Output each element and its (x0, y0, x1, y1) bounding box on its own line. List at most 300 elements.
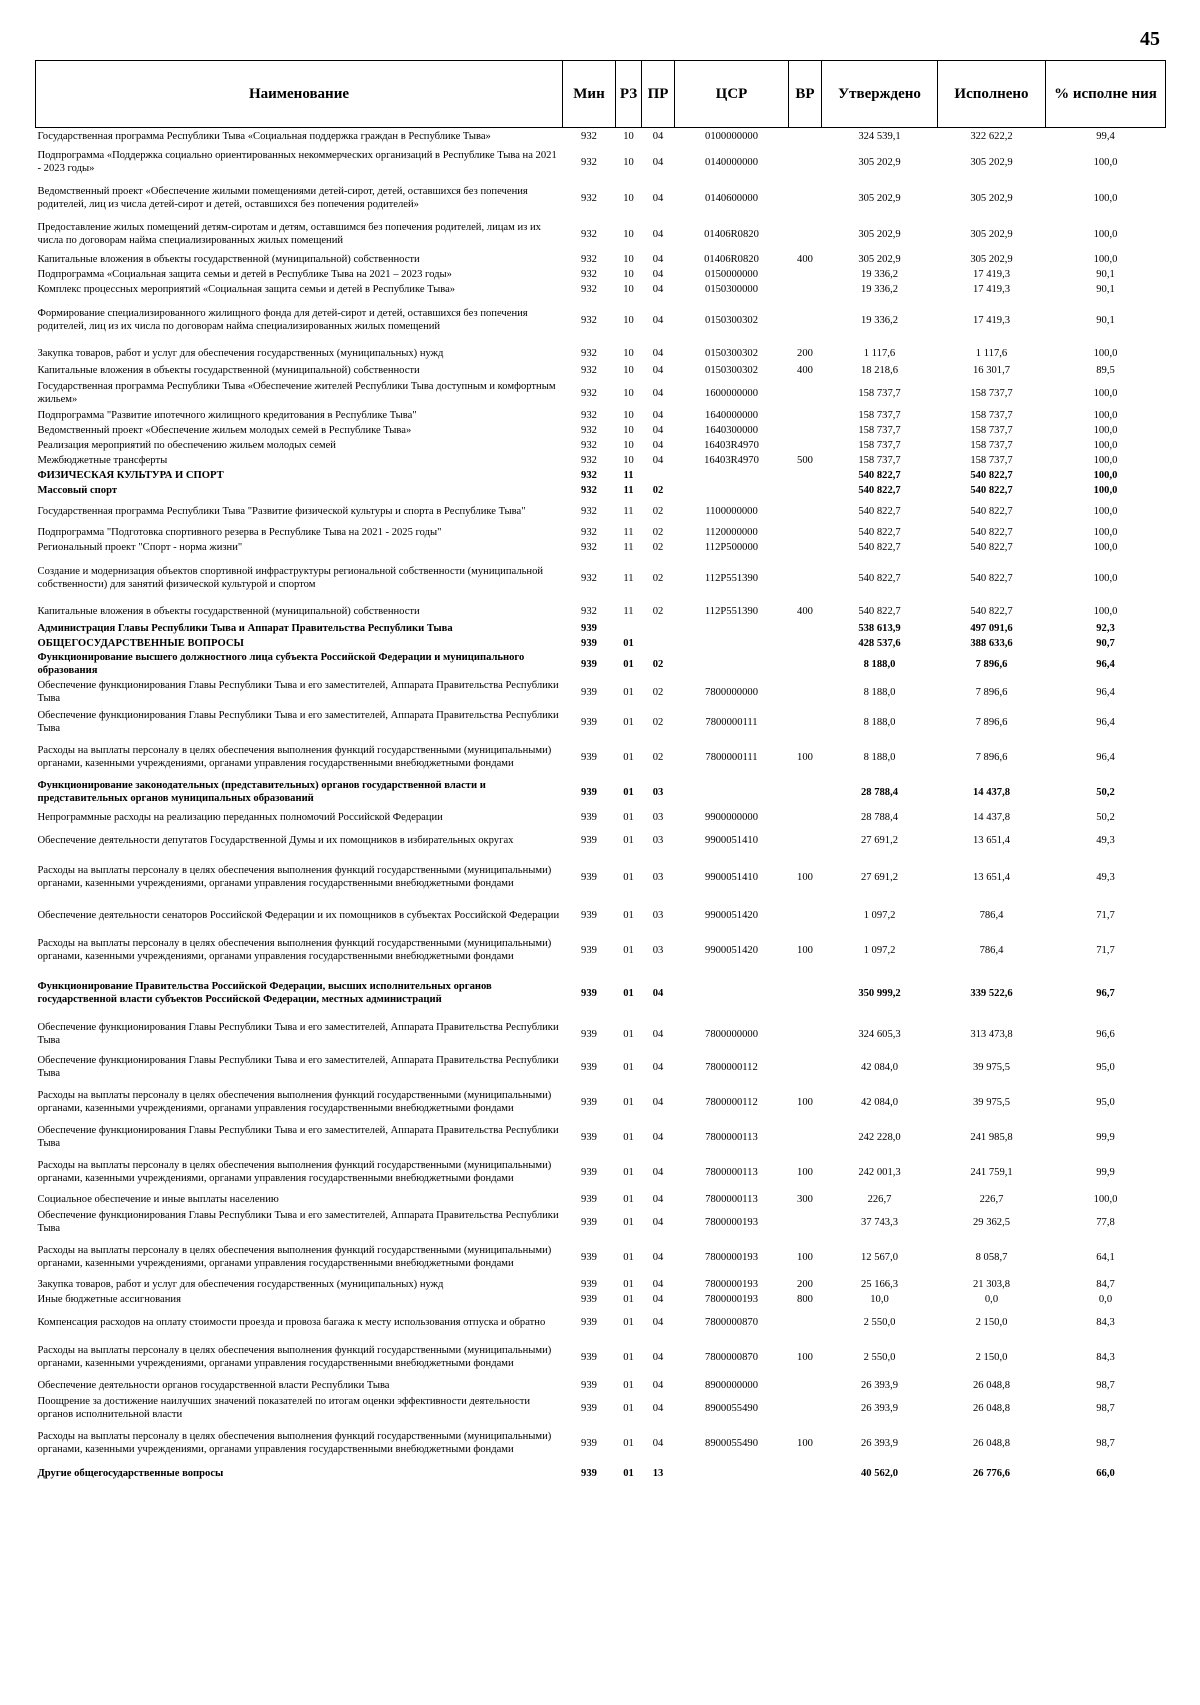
cell-pr: 02 (652, 751, 664, 763)
cell-rz: 01 (623, 944, 634, 956)
cell-rz: 10 (623, 254, 634, 265)
cell-executed: 1 117,6 (975, 347, 1008, 359)
cell-pr: 04 (652, 425, 664, 436)
cell-min: 939 (581, 1294, 597, 1305)
cell-min: 939 (581, 751, 597, 763)
cell-rz: 10 (623, 269, 634, 280)
cell-executed: 29 362,5 (972, 1216, 1011, 1228)
cell-approved: 40 562,0 (860, 1467, 899, 1479)
cell-csr: 0150300302 (705, 347, 758, 359)
cell-min: 932 (581, 485, 597, 496)
cell-csr: 112P500000 (704, 542, 759, 553)
cell-csr (675, 970, 789, 1016)
cell-name: ОБЩЕГОСУДАРСТВЕННЫЕ ВОПРОСЫ (37, 638, 244, 649)
cell-csr: 7800000870 (705, 1316, 758, 1328)
cell-min: 939 (581, 1061, 597, 1073)
cell-rz: 01 (623, 871, 634, 883)
table-row (36, 1207, 1166, 1237)
cell-min: 939 (581, 638, 597, 649)
cell-executed: 305 202,9 (970, 228, 1013, 240)
cell-csr: 01406R0820 (704, 228, 759, 240)
cell-vr (789, 970, 822, 1016)
cell-executed: 26 776,6 (972, 1467, 1011, 1479)
cell-csr: 1600000000 (705, 387, 758, 399)
cell-vr (789, 707, 822, 737)
cell-approved: 242 001,3 (858, 1166, 901, 1178)
header-approved: Утверждено (822, 61, 938, 128)
cell-percent: 96,6 (1096, 1028, 1115, 1040)
table-row (36, 621, 1166, 636)
cell-vr (789, 297, 822, 343)
cell-approved: 538 613,9 (858, 623, 901, 634)
cell-rz: 01 (623, 658, 634, 670)
cell-csr: 9900051410 (705, 835, 758, 846)
cell-executed: 39 975,5 (972, 1096, 1011, 1108)
cell-vr (789, 1463, 822, 1483)
cell-rz: 01 (623, 1194, 634, 1205)
cell-min: 932 (581, 605, 597, 617)
cell-name: Региональный проект "Спорт - норма жизни" (37, 542, 243, 553)
cell-name: Подпрограмма "Подготовка спортивного резерва в Республике Тыва на 2021 - 2025 годы" (37, 527, 442, 538)
cell-csr: 7800000000 (705, 686, 758, 698)
table-header-row (36, 61, 1166, 128)
cell-pr: 04 (652, 1437, 664, 1449)
cell-pr: 04 (652, 1251, 664, 1263)
cell-approved: 25 166,3 (860, 1279, 899, 1290)
cell-csr: 7800000193 (705, 1251, 758, 1263)
cell-approved: 10,0 (870, 1294, 889, 1305)
cell-csr (675, 651, 789, 677)
cell-executed: 540 822,7 (970, 485, 1013, 496)
cell-pr: 04 (652, 440, 664, 451)
cell-min: 939 (581, 1279, 597, 1290)
table-row (36, 343, 1166, 363)
cell-executed: 158 737,7 (970, 440, 1013, 451)
cell-name: Ведомственный проект «Обеспечение жильем молодых семей в Республике Тыва» (37, 425, 412, 436)
cell-csr: 16403R4970 (704, 440, 759, 451)
header-rz: РЗ (616, 61, 642, 128)
cell-rz: 10 (623, 228, 634, 240)
cell-name: Обеспечение функционирования Главы Республики Тыва и его заместителей, Аппарата Правительства Республики Тыва (37, 1125, 559, 1149)
cell-vr (789, 423, 822, 438)
cell-percent: 100,0 (1093, 605, 1118, 617)
cell-csr: 8900000000 (705, 1379, 758, 1391)
cell-rz: 10 (623, 455, 634, 466)
header-executed: Исполнено (938, 61, 1046, 128)
cell-approved: 324 605,3 (858, 1028, 901, 1040)
cell-name: Расходы на выплаты персоналу в целях обеспечения выполнения функций государственными (муниципальными) органами, казенными учреждениями, органами управления государственными внебюджетными фондами (37, 1090, 552, 1114)
cell-percent: 99,9 (1096, 1131, 1115, 1143)
cell-csr: 0150300000 (705, 284, 758, 295)
cell-pr: 04 (652, 1294, 664, 1305)
cell-name: Расходы на выплаты персоналу в целях обеспечения выполнения функций государственными (муниципальными) органами, казенными учреждениями, органами управления государственными внебюджетными фондами (37, 1245, 552, 1269)
cell-rz: 10 (623, 347, 634, 359)
table-row (36, 707, 1166, 737)
cell-name: Расходы на выплаты персоналу в целях обеспечения выполнения функций государственными (муниципальными) органами, казенными учреждениями, органами управления государственными внебюджетными фондами (37, 938, 552, 962)
cell-executed: 7 896,6 (975, 751, 1008, 763)
cell-executed: 241 985,8 (970, 1131, 1013, 1143)
cell-pr: 04 (652, 156, 664, 168)
cell-min: 939 (581, 1402, 597, 1414)
cell-approved: 12 567,0 (860, 1251, 899, 1263)
cell-pr: 04 (652, 987, 664, 999)
cell-min: 932 (581, 542, 597, 553)
cell-approved: 27 691,2 (860, 871, 899, 883)
cell-approved: 540 822,7 (858, 506, 901, 517)
cell-percent: 99,4 (1096, 130, 1115, 142)
cell-csr (675, 621, 789, 636)
table-row (36, 1052, 1166, 1082)
cell-executed: 388 633,6 (970, 638, 1013, 649)
cell-pr: 04 (652, 347, 664, 359)
cell-vr (789, 636, 822, 651)
cell-name: Иные бюджетные ассигнования (37, 1294, 181, 1305)
cell-pr: 03 (652, 871, 664, 883)
cell-csr: 8900055490 (705, 1437, 758, 1449)
table-row (36, 525, 1166, 540)
cell-min: 932 (581, 440, 597, 451)
cell-vr (789, 468, 822, 483)
cell-rz: 11 (623, 605, 634, 617)
table-row (36, 970, 1166, 1016)
cell-executed: 14 437,8 (972, 786, 1011, 798)
cell-approved: 1 097,2 (863, 909, 896, 921)
cell-vr (789, 498, 822, 525)
cell-pr: 02 (652, 572, 664, 584)
cell-rz: 01 (623, 786, 634, 798)
cell-min: 939 (581, 1351, 597, 1363)
cell-approved: 19 336,2 (860, 284, 899, 295)
cell-csr: 1640000000 (705, 410, 758, 421)
cell-approved: 540 822,7 (858, 527, 901, 538)
table-row (36, 180, 1166, 216)
cell-csr: 112P551390 (704, 572, 759, 584)
cell-pr: 04 (652, 269, 664, 280)
cell-name: Обеспечение функционирования Главы Республики Тыва и его заместителей, Аппарата Правительства Республики Тыва (37, 710, 559, 734)
cell-rz: 11 (623, 527, 634, 538)
cell-csr: 7800000113 (705, 1194, 758, 1205)
cell-rz: 10 (623, 284, 634, 295)
cell-percent: 96,4 (1096, 716, 1115, 728)
cell-csr: 112P551390 (704, 605, 759, 617)
table-row (36, 378, 1166, 408)
cell-executed: 786,4 (979, 944, 1004, 956)
cell-percent: 92,3 (1096, 623, 1115, 634)
cell-pr: 04 (652, 130, 664, 142)
table-row (36, 601, 1166, 621)
cell-name: Межбюджетные трансферты (37, 455, 168, 466)
cell-executed: 540 822,7 (970, 470, 1013, 481)
cell-vr: 400 (797, 605, 813, 617)
cell-name: Обеспечение деятельности органов государственной власти Республики Тыва (37, 1379, 390, 1391)
cell-pr: 04 (652, 365, 664, 376)
cell-approved: 540 822,7 (858, 572, 901, 584)
cell-approved: 540 822,7 (858, 470, 901, 481)
cell-rz: 01 (623, 751, 634, 763)
cell-executed: 13 651,4 (972, 871, 1011, 883)
cell-name: Государственная программа Республики Тыва «Социальная поддержка граждан в Республике Тыва» (37, 130, 491, 142)
table-row (36, 282, 1166, 297)
cell-percent: 100,0 (1093, 156, 1118, 168)
cell-vr (789, 282, 822, 297)
cell-approved: 28 788,4 (860, 786, 899, 798)
cell-min: 939 (581, 1379, 597, 1391)
cell-vr (789, 1377, 822, 1393)
cell-executed: 305 202,9 (970, 156, 1013, 168)
cell-min: 932 (581, 365, 597, 376)
cell-vr (789, 540, 822, 555)
cell-min: 932 (581, 156, 597, 168)
cell-rz: 01 (623, 1351, 634, 1363)
cell-vr: 100 (797, 871, 813, 883)
cell-name: Капитальные вложения в объекты государственной (муниципальной) собственности (37, 254, 420, 265)
cell-vr: 800 (797, 1294, 813, 1305)
table-row (36, 252, 1166, 267)
cell-executed: 39 975,5 (972, 1061, 1011, 1073)
cell-pr (642, 636, 675, 651)
cell-percent: 95,0 (1096, 1061, 1115, 1073)
table-row (36, 1393, 1166, 1423)
cell-rz: 01 (623, 1402, 634, 1414)
cell-name: Социальное обеспечение и иные выплаты населению (37, 1194, 279, 1205)
cell-pr: 04 (652, 387, 664, 399)
cell-name: Расходы на выплаты персоналу в целях обеспечения выполнения функций государственными (муниципальными) органами, казенными учреждениями, органами управления государственными внебюджетными фондами (37, 1160, 552, 1184)
cell-percent: 0,0 (1098, 1294, 1113, 1305)
cell-percent: 100,0 (1093, 410, 1118, 421)
cell-csr: 0100000000 (705, 130, 758, 142)
table-row (36, 807, 1166, 827)
cell-percent: 77,8 (1096, 1216, 1115, 1228)
cell-approved: 540 822,7 (858, 605, 901, 617)
cell-executed: 26 048,8 (972, 1402, 1011, 1414)
cell-min: 939 (581, 686, 597, 698)
cell-percent: 100,0 (1093, 455, 1118, 466)
cell-min: 939 (581, 658, 597, 670)
table-row (36, 216, 1166, 252)
table-row (36, 1082, 1166, 1122)
cell-approved: 42 084,0 (860, 1096, 899, 1108)
cell-pr: 03 (652, 835, 664, 846)
table-row (36, 827, 1166, 854)
cell-pr: 04 (652, 455, 664, 466)
table-row (36, 1377, 1166, 1393)
cell-pr: 03 (652, 944, 664, 956)
cell-min: 932 (581, 130, 597, 142)
cell-name: Закупка товаров, работ и услуг для обеспечения государственных (муниципальных) нужд (37, 347, 444, 359)
cell-percent: 64,1 (1096, 1251, 1115, 1263)
cell-approved: 158 737,7 (858, 387, 901, 399)
cell-rz: 01 (623, 638, 634, 649)
cell-percent: 100,0 (1093, 506, 1118, 517)
cell-rz: 01 (623, 987, 634, 999)
cell-approved: 305 202,9 (858, 192, 901, 204)
cell-csr (675, 468, 789, 483)
cell-vr: 100 (797, 751, 813, 763)
table-row (36, 144, 1166, 180)
cell-vr (789, 267, 822, 282)
cell-name: Обеспечение деятельности сенаторов Российской Федерации и их помощников в субъектах Российской Федерации (37, 909, 560, 921)
cell-name: Поощрение за достижение наилучших значений показателей по итогам оценки эффективности деятельности органов исполнительной власти (37, 1396, 531, 1420)
cell-approved: 8 188,0 (863, 751, 896, 763)
cell-min: 939 (581, 786, 597, 798)
cell-rz: 10 (623, 410, 634, 421)
cell-min: 932 (581, 425, 597, 436)
cell-pr: 04 (652, 254, 664, 265)
cell-executed: 305 202,9 (970, 192, 1013, 204)
cell-percent: 95,0 (1096, 1096, 1115, 1108)
cell-name: Непрограммные расходы на реализацию переданных полномочий Российской Федерации (37, 811, 443, 823)
cell-executed: 26 048,8 (972, 1379, 1011, 1391)
cell-approved: 324 539,1 (858, 130, 901, 142)
cell-min: 932 (581, 284, 597, 295)
cell-rz: 01 (623, 1028, 634, 1040)
cell-min: 939 (581, 1166, 597, 1178)
table-row (36, 930, 1166, 970)
cell-vr (789, 827, 822, 854)
table-row (36, 128, 1166, 145)
cell-vr (789, 1307, 822, 1337)
cell-name: Расходы на выплаты персоналу в целях обеспечения выполнения функций государственными (муниципальными) органами, казенными учреждениями, органами управления государственными внебюджетными фондами (37, 1431, 552, 1455)
cell-name: Предоставление жилых помещений детям-сиротам и детям, оставшимся без попечения родителей, лицам из их числа по договорам найма специализированных жилых помещений (37, 222, 541, 246)
cell-vr (789, 900, 822, 930)
header-percent: % исполне ния (1046, 61, 1166, 128)
cell-executed: 21 303,8 (972, 1279, 1011, 1290)
cell-name: Формирование специализированного жилищного фонда для детей-сирот и детей, оставшихся без попечения родителей, лиц из их числа по договорам найма специализированных жилых помещений (37, 308, 528, 332)
cell-executed: 7 896,6 (975, 658, 1008, 670)
cell-percent: 100,0 (1093, 425, 1118, 436)
cell-approved: 428 537,6 (858, 638, 901, 649)
cell-min: 939 (581, 1467, 597, 1479)
cell-name: Реализация мероприятий по обеспечению жильем молодых семей (37, 440, 336, 451)
cell-vr (789, 525, 822, 540)
table-body (36, 128, 1166, 1484)
table-row (36, 483, 1166, 498)
cell-min: 939 (581, 716, 597, 728)
cell-rz: 10 (623, 365, 634, 376)
cell-min: 932 (581, 506, 597, 517)
cell-approved: 18 218,6 (860, 365, 899, 376)
cell-csr: 7800000000 (705, 1028, 758, 1040)
cell-vr (789, 1393, 822, 1423)
cell-csr (675, 1463, 789, 1483)
cell-executed: 540 822,7 (970, 572, 1013, 584)
cell-executed: 14 437,8 (972, 811, 1011, 823)
cell-min: 939 (581, 909, 597, 921)
table-row (36, 900, 1166, 930)
cell-min: 939 (581, 871, 597, 883)
cell-percent: 89,5 (1096, 365, 1115, 376)
cell-csr: 7800000193 (705, 1279, 758, 1290)
cell-vr: 100 (797, 1251, 813, 1263)
cell-name: ФИЗИЧЕСКАЯ КУЛЬТУРА И СПОРТ (37, 470, 224, 481)
cell-pr: 02 (652, 527, 664, 538)
cell-name: Подпрограмма «Социальная защита семьи и детей в Республике Тыва на 2021 – 2023 годы» (37, 269, 452, 280)
cell-vr (789, 128, 822, 145)
cell-approved: 8 188,0 (863, 686, 896, 698)
cell-csr: 0150300302 (705, 365, 758, 376)
cell-csr: 7800000193 (705, 1294, 758, 1305)
table-row (36, 854, 1166, 900)
cell-approved: 1 117,6 (863, 347, 896, 359)
cell-min: 932 (581, 254, 597, 265)
cell-min: 939 (581, 1251, 597, 1263)
cell-name: Обеспечение функционирования Главы Республики Тыва и его заместителей, Аппарата Правительства Республики Тыва (37, 1210, 559, 1234)
cell-approved: 8 188,0 (863, 658, 896, 670)
cell-approved: 26 393,9 (860, 1437, 899, 1449)
header-min: Мин (563, 61, 616, 128)
cell-csr: 0150300302 (705, 314, 758, 326)
cell-percent: 96,4 (1096, 751, 1115, 763)
cell-approved: 242 228,0 (858, 1131, 901, 1143)
cell-name: Массовый спорт (37, 485, 118, 496)
cell-approved: 26 393,9 (860, 1379, 899, 1391)
cell-csr: 9900051420 (705, 944, 758, 956)
cell-csr: 8900055490 (705, 1402, 758, 1414)
cell-percent: 90,1 (1096, 269, 1115, 280)
cell-rz: 01 (623, 716, 634, 728)
cell-percent: 50,2 (1096, 811, 1115, 823)
cell-rz: 01 (623, 1096, 634, 1108)
cell-rz: 10 (623, 387, 634, 399)
cell-vr: 100 (797, 1437, 813, 1449)
cell-rz: 10 (623, 440, 634, 451)
cell-vr (789, 807, 822, 827)
cell-executed: 0,0 (984, 1294, 999, 1305)
cell-csr: 01406R0820 (704, 254, 759, 265)
cell-min: 932 (581, 228, 597, 240)
cell-approved: 19 336,2 (860, 269, 899, 280)
cell-pr: 04 (652, 1216, 664, 1228)
table-row (36, 1152, 1166, 1192)
cell-csr (675, 483, 789, 498)
cell-name: Подпрограмма «Поддержка социально ориентированных некоммерческих организаций в Республике Тыва на 2021 - 2023 годы» (37, 150, 557, 174)
cell-min: 932 (581, 572, 597, 584)
cell-name: Капитальные вложения в объекты государственной (муниципальной) собственности (37, 605, 420, 617)
cell-pr: 04 (652, 1028, 664, 1040)
cell-csr: 1100000000 (705, 506, 758, 517)
cell-csr: 7800000113 (705, 1166, 758, 1178)
cell-executed: 17 419,3 (972, 269, 1011, 280)
cell-vr: 100 (797, 1096, 813, 1108)
cell-vr (789, 438, 822, 453)
cell-executed: 540 822,7 (970, 542, 1013, 553)
cell-executed: 13 651,4 (972, 835, 1011, 846)
cell-pr: 04 (652, 1061, 664, 1073)
cell-executed: 226,7 (979, 1194, 1004, 1205)
cell-min: 939 (581, 811, 597, 823)
table-row (36, 1192, 1166, 1207)
cell-approved: 37 743,3 (860, 1216, 899, 1228)
cell-rz: 01 (623, 909, 634, 921)
cell-pr: 02 (652, 485, 664, 496)
cell-name: Государственная программа Республики Тыва «Обеспечение жителей Республики Тыва доступным и комфортным жильем» (37, 381, 556, 405)
cell-vr (789, 1207, 822, 1237)
cell-approved: 350 999,2 (858, 987, 901, 999)
cell-min: 932 (581, 387, 597, 399)
cell-vr: 300 (797, 1194, 813, 1205)
cell-percent: 98,7 (1096, 1437, 1115, 1449)
cell-vr: 100 (797, 1166, 813, 1178)
cell-percent: 84,3 (1096, 1316, 1115, 1328)
cell-percent: 96,7 (1096, 987, 1115, 999)
cell-percent: 49,3 (1096, 835, 1115, 846)
table-row (36, 1292, 1166, 1307)
cell-percent: 98,7 (1096, 1402, 1115, 1414)
table-row (36, 468, 1166, 483)
cell-executed: 158 737,7 (970, 387, 1013, 399)
cell-rz: 01 (623, 1131, 634, 1143)
table-row (36, 651, 1166, 677)
